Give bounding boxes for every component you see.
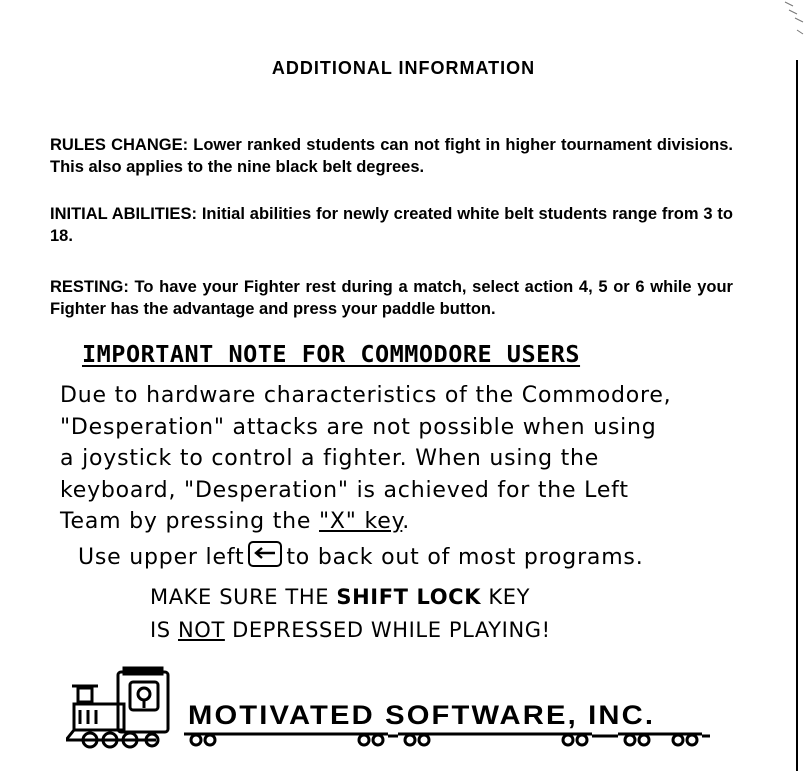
company-name: MOTIVATED SOFTWARE, INC. bbox=[188, 700, 656, 730]
initial-abilities-text: Initial abilities for newly created white belt students range from 3 to 18. bbox=[50, 205, 734, 245]
rules-change-label: RULES CHANGE: bbox=[50, 136, 189, 154]
left-arrow-key-icon bbox=[248, 541, 282, 567]
back-out-text-start: Use upper left bbox=[78, 545, 245, 570]
note-line-1: Due to hardware characteristics of the Commodore, bbox=[60, 383, 672, 408]
rules-change-paragraph bbox=[50, 134, 733, 178]
commodore-note-heading: IMPORTANT NOTE FOR COMMODORE USERS bbox=[82, 340, 581, 368]
note-line-2: "Desperation" attacks are not possible when using bbox=[60, 414, 657, 440]
train-engine-icon bbox=[66, 668, 168, 747]
warn1-end: KEY bbox=[481, 585, 531, 609]
warn2-end: DEPRESSED WHILE PLAYING! bbox=[224, 618, 551, 642]
commodore-note-body bbox=[60, 380, 740, 538]
x-key-text: "X" key bbox=[319, 509, 403, 534]
scan-edge-marks bbox=[767, 0, 807, 771]
resting-label: RESTING: bbox=[50, 278, 129, 296]
not-emphasis: NOT bbox=[178, 618, 225, 642]
note-line-3: a joystick to control a fighter. When using the bbox=[60, 446, 600, 471]
shift-lock-warning-line-1 bbox=[150, 585, 530, 609]
warn2-start: IS bbox=[150, 618, 178, 642]
back-out-instruction bbox=[78, 541, 644, 570]
page-title: ADDITIONAL INFORMATION bbox=[271, 58, 536, 78]
rail-cars bbox=[184, 734, 710, 745]
resting-paragraph bbox=[50, 276, 733, 320]
resting-text: To have your Fighter rest during a match, select action 4, 5 or 6 while your Fighter has the advantage and press your paddle button. bbox=[50, 278, 733, 318]
initial-abilities-label: INITIAL ABILITIES: bbox=[50, 205, 197, 223]
rules-change-text: Lower ranked students can not fight in higher tournament divisions. This also applies to the nine black belt degrees. bbox=[50, 136, 733, 176]
warn1-start: MAKE SURE THE bbox=[150, 585, 337, 609]
initial-abilities-paragraph bbox=[50, 203, 733, 247]
shift-lock-warning-line-2 bbox=[150, 618, 551, 642]
note-line-5 bbox=[60, 506, 740, 538]
back-out-text-end: to back out of most programs. bbox=[286, 545, 644, 570]
note-line-4: keyboard, "Desperation" is achieved for the Left bbox=[60, 477, 629, 503]
note-line-5-start: Team by pressing the bbox=[60, 509, 320, 534]
note-line-5-end: . bbox=[402, 509, 411, 534]
shift-lock-text: SHIFT LOCK bbox=[336, 585, 482, 609]
